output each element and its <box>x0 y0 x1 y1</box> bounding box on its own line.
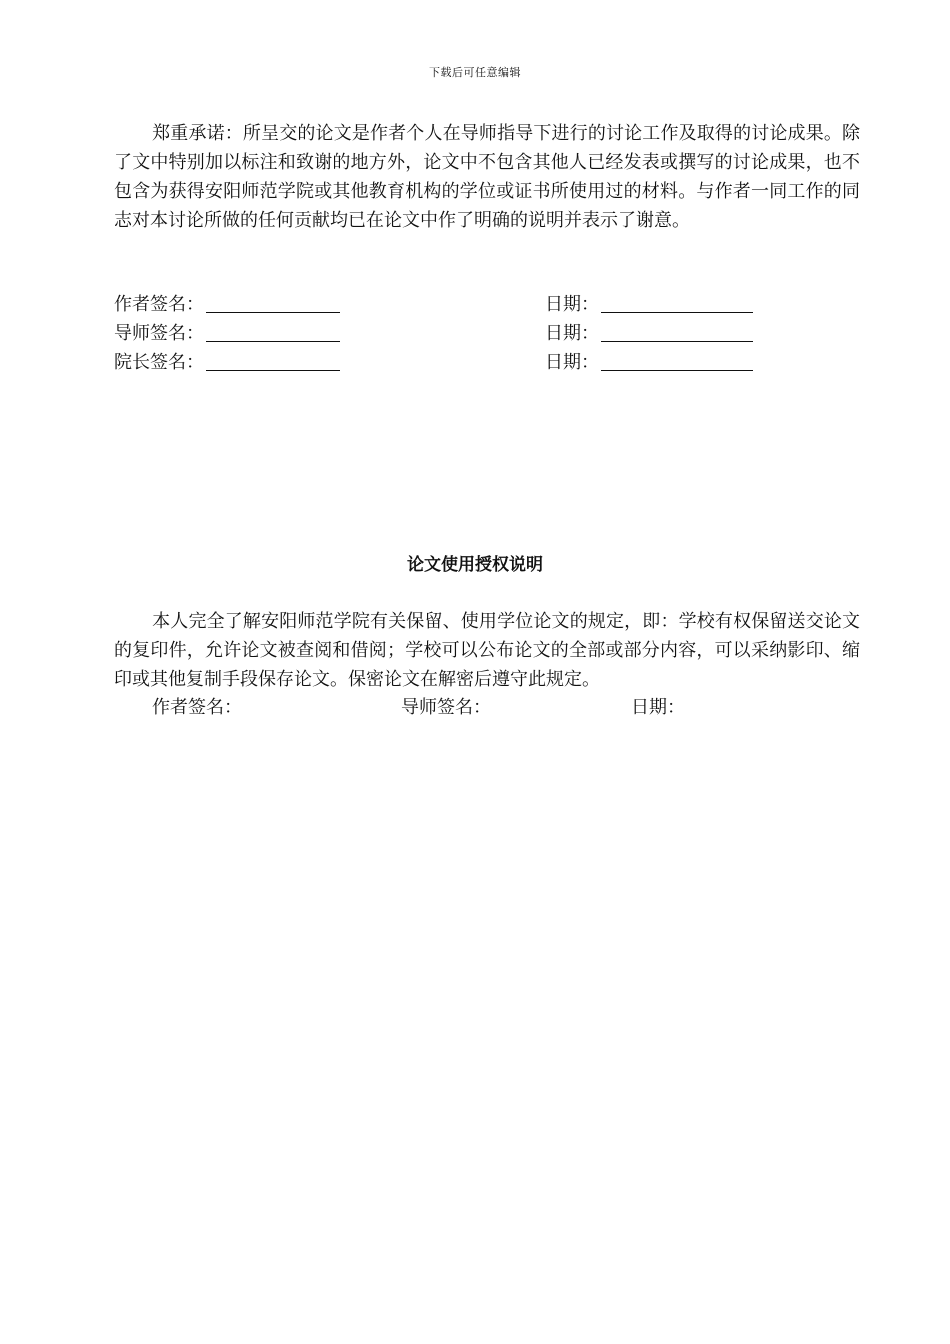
dean-signature-line <box>206 349 340 371</box>
authorization-paragraph <box>114 607 860 694</box>
advisor-date-line <box>601 320 753 342</box>
author-signature-line <box>206 291 340 313</box>
final-author-sign: 作者签名： <box>152 697 242 718</box>
dean-signature-label: 院长签名： <box>114 352 204 373</box>
declaration-text: 郑重承诺：所呈交的论文是作者个人在导师指导下进行的讨论工作及取得的讨论成果。除了文中特别加以标注和致谢的地方外，论文中不包含其他人已经发表或撰写的讨论成果，也不包含为获得安阳师范学院或其他教育机构的学位或证书所使用过的材料。与作者一同工作的同志对本讨论所做的任何贡献均已在论文中作了明确的说明并表示了谢意。 <box>114 123 860 231</box>
authorization-text: 本人完全了解安阳师范学院有关保留、使用学位论文的规定，即：学校有权保留送交论文的复印件，允许论文被查阅和借阅；学校可以公布论文的全部或部分内容，可以采纳影印、缩印或其他复制手段保存论文。保密论文在解密后遵守此规定。 <box>114 611 860 690</box>
author-signature-label: 作者签名： <box>114 294 204 315</box>
advisor-date-label: 日期： <box>545 323 599 344</box>
author-date-line <box>601 291 753 313</box>
advisor-date-row <box>545 320 753 348</box>
dean-date-row <box>545 349 753 377</box>
dean-signature-row <box>114 349 340 377</box>
final-advisor-sign: 导师签名： <box>401 697 491 718</box>
advisor-signature-line <box>206 320 340 342</box>
final-date: 日期： <box>631 697 685 718</box>
author-date-label: 日期： <box>545 294 599 315</box>
dean-date-label: 日期： <box>545 352 599 373</box>
advisor-signature-label: 导师签名： <box>114 323 204 344</box>
author-signature-row <box>114 291 340 319</box>
authorization-title: 论文使用授权说明 <box>407 555 543 575</box>
page-header: 下载后可任意编辑 <box>429 66 521 79</box>
declaration-paragraph <box>114 119 860 235</box>
author-date-row <box>545 291 753 319</box>
dean-date-line <box>601 349 753 371</box>
advisor-signature-row <box>114 320 340 348</box>
